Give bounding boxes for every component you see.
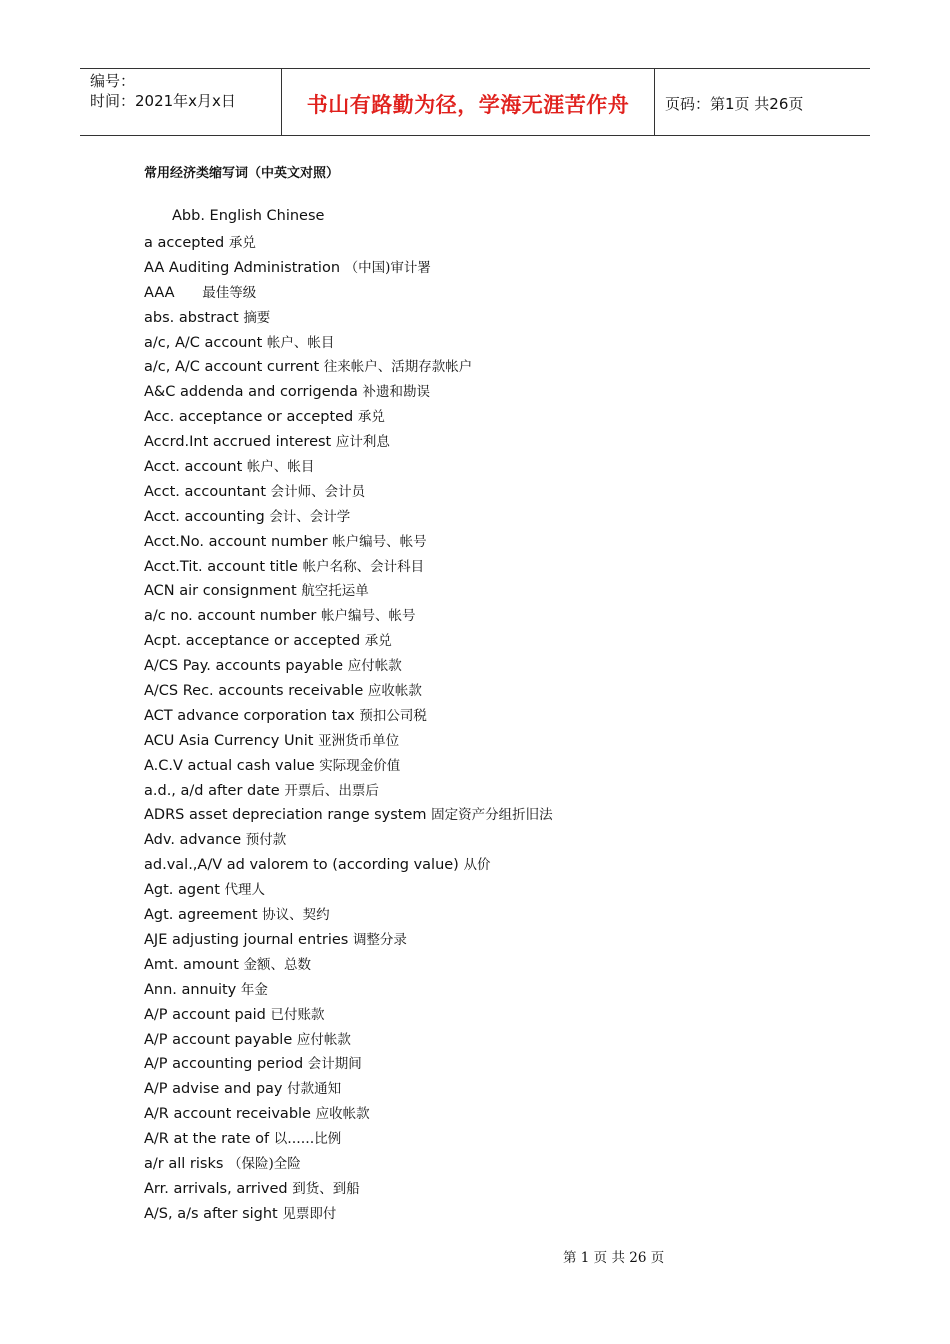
column-header: Abb. English Chinese (172, 208, 325, 224)
list-item (144, 405, 553, 430)
entry-english: A/P account paid (144, 1006, 266, 1023)
motto-text: 书山有路勤为径，学海无涯苦作舟 (306, 93, 630, 117)
entry-english: Adv. advance (144, 832, 242, 849)
list-item (144, 654, 553, 679)
entry-english: ACN air consignment (144, 583, 297, 600)
document-title: 常用经济类缩写词（中英文对照） (144, 166, 340, 181)
entry-english: AA Auditing Administration (144, 259, 341, 276)
header-motto-cell (282, 69, 655, 135)
entry-chinese: 摘要 (243, 309, 271, 326)
entry-chinese: 会计师、会计员 (270, 483, 366, 500)
entry-chinese: 应计利息 (335, 434, 390, 451)
list-item (144, 1202, 553, 1227)
list-item (144, 530, 553, 555)
entry-english: A/CS Pay. accounts payable (144, 658, 344, 675)
list-item (144, 256, 553, 281)
entry-chinese: 补遗和勘误 (362, 384, 431, 401)
entry-english: A.C.V actual cash value (144, 757, 315, 774)
entry-english: a/c no. account number (144, 608, 317, 625)
entry-english: A/S, a/s after sight (144, 1205, 278, 1222)
entry-chinese: 见票即付 (282, 1205, 337, 1222)
entry-english: ACU Asia Currency Unit (144, 732, 314, 749)
list-item (144, 978, 553, 1003)
entry-chinese: 预付款 (245, 832, 287, 849)
entry-english: Acct. accountant (144, 483, 267, 500)
entry-chinese: 最佳等级 (202, 284, 257, 301)
entry-chinese: 帐户名称、会计科目 (302, 558, 425, 575)
entry-chinese: 协议、契约 (262, 907, 330, 924)
entry-chinese: 到货、到船 (292, 1180, 360, 1197)
list-item (144, 306, 553, 331)
entry-chinese: 年金 (240, 981, 268, 998)
entry-english: Agt. agent (144, 882, 220, 899)
list-item (144, 679, 553, 704)
entry-english: A/R account receivable (144, 1106, 311, 1123)
entry-chinese: 调整分录 (352, 931, 407, 948)
entry-english: Amt. amount (144, 956, 239, 973)
glossary-list (144, 231, 553, 1227)
entry-english: A/P accounting period (144, 1056, 304, 1073)
entry-chinese: 实际现金价值 (319, 757, 401, 774)
list-item (144, 803, 553, 828)
list-item (144, 1077, 553, 1102)
list-item (144, 1177, 553, 1202)
entry-english: Acpt. acceptance or accepted (144, 633, 361, 650)
entry-english: AAA (144, 284, 175, 301)
list-item (144, 1127, 553, 1152)
list-item (144, 231, 553, 256)
entry-chinese: 代理人 (224, 882, 266, 899)
entry-english: a accepted (144, 235, 225, 251)
entry-chinese: 帐户编号、帐号 (320, 608, 416, 625)
entry-chinese: 帐户编号、帐号 (332, 533, 427, 550)
entry-chinese: 帐户、帐目 (266, 334, 335, 351)
entry-chinese: 承兑 (228, 235, 256, 251)
page-info: 页码：第1页 共26页 (665, 94, 804, 113)
list-item (144, 704, 553, 729)
entry-chinese: 应付帐款 (296, 1031, 351, 1048)
header-meta-cell (80, 69, 282, 135)
entry-chinese: 固定资产分组折旧法 (431, 807, 553, 824)
entry-english: a/c, A/C account (144, 334, 263, 351)
entry-english: a.d., a/d after date (144, 782, 280, 799)
entry-chinese: 承兑 (364, 633, 392, 650)
entry-english: A/P advise and pay (144, 1081, 283, 1098)
list-item (144, 455, 553, 480)
entry-english: Ann. annuity (144, 981, 237, 998)
entry-chinese: 航空托运单 (301, 583, 369, 600)
list-item (144, 380, 553, 405)
list-item (144, 1028, 553, 1053)
list-item (144, 878, 553, 903)
entry-chinese: 以……比例 (273, 1131, 342, 1148)
list-item (144, 1003, 553, 1028)
list-item (144, 281, 553, 306)
entry-chinese: 金额、总数 (243, 956, 312, 973)
list-item (144, 430, 553, 455)
list-item (144, 1102, 553, 1127)
entry-chinese: 会计、会计学 (269, 508, 351, 525)
list-item (144, 754, 553, 779)
entry-english: Acc. acceptance or accepted (144, 409, 354, 426)
list-item (144, 331, 553, 356)
list-item (144, 779, 553, 804)
entry-chinese: （保险)全险 (228, 1155, 301, 1172)
entry-chinese: 应付帐款 (347, 658, 402, 675)
entry-english: Accrd.Int accrued interest (144, 434, 332, 451)
entry-english: A/R at the rate of (144, 1131, 270, 1148)
list-item (144, 729, 553, 754)
entry-english: ACT advance corporation tax (144, 707, 355, 724)
entry-english: A&C addenda and corrigenda (144, 384, 358, 401)
entry-english: ADRS asset depreciation range system (144, 807, 427, 824)
entry-chinese: 应收帐款 (367, 683, 422, 700)
entry-english: Acct.Tit. account title (144, 558, 298, 575)
entry-chinese: 从价 (463, 857, 491, 874)
list-item (144, 903, 553, 928)
entry-english: abs. abstract (144, 309, 239, 326)
entry-english: ad.val.,A/V ad valorem to (according value) (144, 857, 459, 874)
page-header (80, 68, 870, 136)
entry-english: Acct. accounting (144, 508, 265, 525)
list-item (144, 505, 553, 530)
list-item (144, 629, 553, 654)
doc-number-label: 编号： (90, 72, 136, 90)
page-footer: 第 1 页 共 26 页 (563, 1250, 665, 1266)
entry-chinese: 已付账款 (270, 1006, 325, 1023)
entry-chinese: 应收帐款 (315, 1106, 370, 1123)
entry-chinese: 付款通知 (287, 1081, 342, 1098)
entry-chinese: 承兑 (357, 409, 385, 426)
entry-english: a/r all risks (144, 1155, 224, 1172)
list-item (144, 853, 553, 878)
entry-chinese: 会计期间 (307, 1056, 362, 1073)
entry-chinese: （中国)审计署 (344, 259, 431, 276)
entry-chinese: 开票后、出票后 (284, 782, 379, 799)
list-item (144, 480, 553, 505)
entry-english: AJE adjusting journal entries (144, 931, 349, 948)
date-label: 时间：2021年x月x日 (90, 92, 236, 110)
entry-chinese: 帐户、帐目 (246, 459, 315, 476)
entry-english: A/CS Rec. accounts receivable (144, 683, 364, 700)
entry-english: Agt. agreement (144, 907, 258, 924)
entry-chinese: 往来帐户、活期存款帐户 (323, 359, 473, 376)
list-item (144, 953, 553, 978)
entry-english: A/P account payable (144, 1031, 293, 1048)
entry-english: Acct.No. account number (144, 533, 328, 550)
list-item (144, 928, 553, 953)
entry-english: Arr. arrivals, arrived (144, 1180, 288, 1197)
list-item (144, 604, 553, 629)
entry-chinese: 亚洲货币单位 (318, 732, 400, 749)
list-item (144, 1052, 553, 1077)
entry-chinese: 预扣公司税 (359, 707, 427, 724)
header-page-cell (655, 69, 870, 135)
list-item (144, 579, 553, 604)
entry-english: a/c, A/C account current (144, 359, 320, 376)
entry-english: Acct. account (144, 459, 243, 476)
list-item (144, 355, 553, 380)
list-item (144, 1152, 553, 1177)
list-item (144, 828, 553, 853)
list-item (144, 555, 553, 580)
